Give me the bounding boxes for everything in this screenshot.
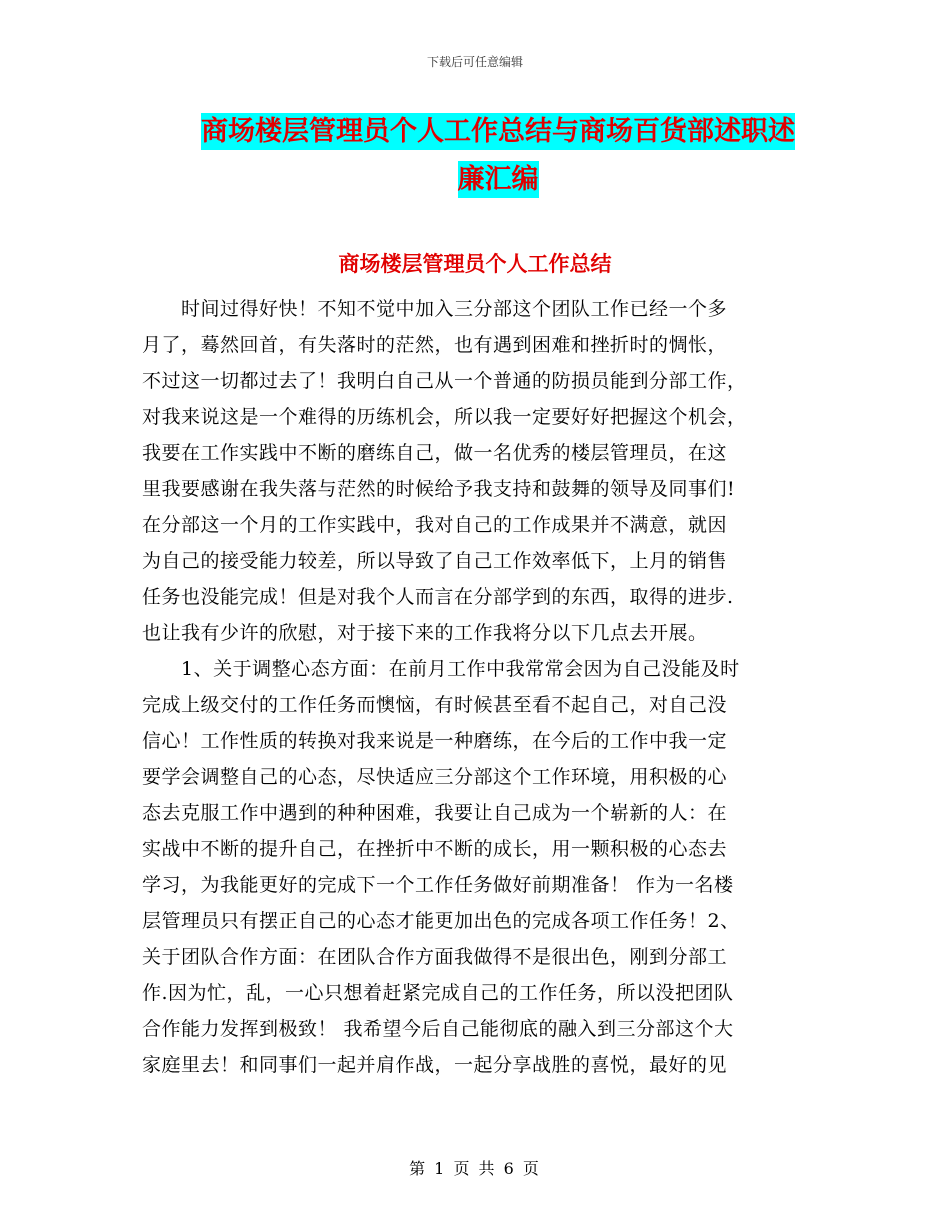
document-title-text: 商场楼层管理员个人工作总结与商场百货部述职述廉汇编 [201,113,795,198]
text-line: 层管理员只有摆正自己的心态才能更加出色的完成各项工作任务！2、 [142,910,740,932]
text-line: 关于团队合作方面：在团队合作方面我做得不是很出色，刚到分部工 [142,946,728,968]
text-line: 信心！工作性质的转换对我来说是一种磨练，在今后的工作中我一定 [142,730,728,752]
body-text [142,291,808,1083]
text-line: 里我要感谢在我失落与茫然的时候给予我支持和鼓舞的领导及同事们! [142,478,736,500]
text-line: 要学会调整自己的心态，尽快适应三分部这个工作环境，用积极的心 [142,766,728,788]
document-title [188,108,808,204]
page-header-note: 下载后可任意编辑 [426,55,523,69]
page-number-footer: 第 1 页 共 6 页 [409,1159,541,1178]
text-line: 学习，为我能更好的完成下一个工作任务做好前期准备！ 作为一名楼 [142,874,734,896]
text-line: 在分部这一个月的工作实践中，我对自己的工作成果并不满意，就因 [142,514,728,536]
text-line: 时间过得好快！不知不觉中加入三分部这个团队工作已经一个多 [142,298,728,320]
text-line: 作.因为忙，乱，一心只想着赶紧完成自己的工作任务，所以没把团队 [142,982,734,1004]
text-line: 合作能力发挥到极致！ 我希望今后自己能彻底的融入到三分部这个大 [142,1018,734,1040]
text-line: 也让我有少许的欣慰，对于接下来的工作我将分以下几点去开展。 [142,622,708,644]
text-line: 家庭里去！和同事们一起并肩作战，一起分享战胜的喜悦，最好的见 [142,1054,728,1076]
text-line: 对我来说这是一个难得的历练机会，所以我一定要好好把握这个机会， [142,406,747,428]
text-line: 实战中不断的提升自己，在挫折中不断的成长，用一颗积极的心态去 [142,838,728,860]
text-line: 任务也没能完成！但是对我个人而言在分部学到的东西，取得的进步. [142,586,734,608]
text-line: 为自己的接受能力较差，所以导致了自己工作效率低下，上月的销售 [142,550,728,572]
section-title: 商场楼层管理员个人工作总结 [338,252,612,276]
text-line: 不过这一切都过去了！我明白自己从一个普通的防损员能到分部工作， [142,370,747,392]
text-line: 我要在工作实践中不断的磨练自己，做一名优秀的楼层管理员，在这 [142,442,728,464]
text-line: 完成上级交付的工作任务而懊恼，有时候甚至看不起自己，对自己没 [142,694,728,716]
text-line: 1、关于调整心态方面：在前月工作中我常常会因为自己没能及时 [142,658,740,680]
text-line: 态去克服工作中遇到的种种困难，我要让自己成为一个崭新的人：在 [142,802,728,824]
text-line: 月了，蓦然回首，有失落时的茫然，也有遇到困难和挫折时的惆怅， [142,334,728,356]
